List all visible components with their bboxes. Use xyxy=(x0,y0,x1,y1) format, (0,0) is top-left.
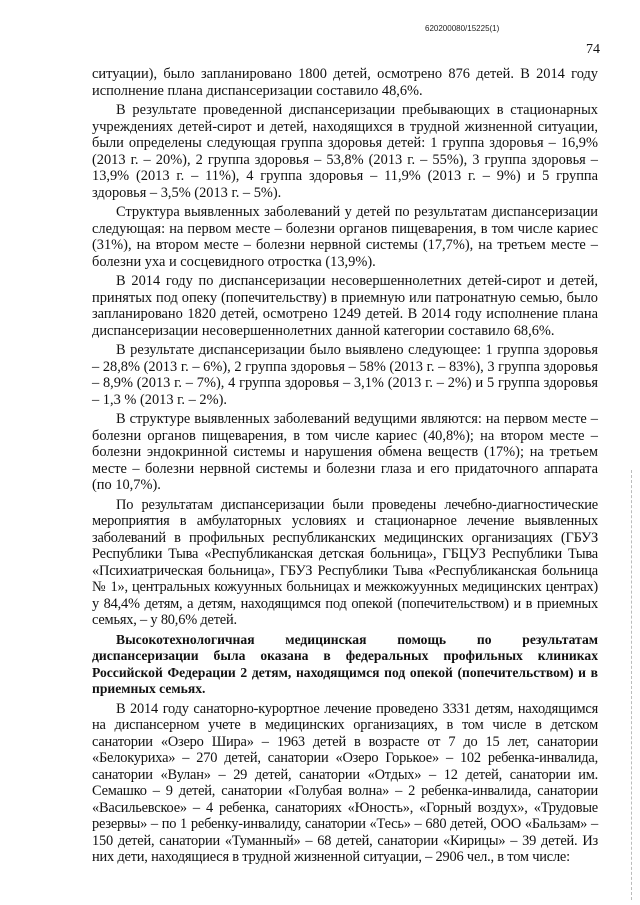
paragraph: В 2014 году санаторно-курортное лечение проведено 3331 детям, находящимся на диспансерном учете в медицинских организациях, в том числе в детском санатории «Озеро Шира» – 1963 детей в возрасте от 7 до 15 лет, санатории «Белокуриха» – 270 детей, санатории «Озеро Горькое» – 102 ребенка-инвалида, санатории «Вулан» – 29 детей, санатории «Отдых» – 12 детей, санатории им. Семашко – 9 детей, санатории «Голубая волна» – 2 ребенка-инвалида, санатории «Васильевское» – 4 ребенка, санаториях «Юность», «Горный воздух», «Трудовые резервы» – по 1 ребенку-инвалиду, санатории «Тесь» – 680 детей, ООО «Бальзам» – 150 детей, санатории «Туманный» – 68 детей, санатории «Кирицы» – 39 детей. Из них дети, находящиеся в трудной жизненной ситуации, – 2906 чел., в том числе: xyxy=(92,700,598,865)
paragraph-bold: Высокотехнологичная медицинская помощь по результатам диспансеризации была оказана в федеральных профильных клиниках Российской Федерации 2 детям, находящимся под опекой (попечительством) и в приемных семьях. xyxy=(92,631,598,696)
paragraph: По результатам диспансеризации были проведены лечебно-диагностические мероприятия в амбулаторных условиях и стационарное лечение выявленных заболеваний в профильных республиканских медицинских организациях (ГБУЗ Республики Тыва «Республиканская детская больница», ГБЦУЗ Республики Тыва «Психиатрическая больница», ГБУЗ Республики Тыва «Республиканская больница № 1», центральных кожуунных больницах и межкожуунных медицинских центрах) у 84,4% детям, а детям, находящимся под опекой (попечительством) и в приемных семьях, – у 80,6% детей. xyxy=(92,496,598,628)
paragraph: В 2014 году по диспансеризации несовершеннолетних детей-сирот и детей, принятых под опеку (попечительству) в приемную или патронатную семью, было запланировано 1820 детей, осмотрено 1249 детей. В 2014 году исполнение плана диспансеризации несовершеннолетних данной категории составило 68,6%. xyxy=(92,273,598,339)
paragraph: В результате проведенной диспансеризации пребывающих в стационарных учреждениях детей-сирот и детей, находящихся в трудной жизненной ситуации, были определены следующая группа здоровья детей: 1 группа здоровья – 16,9% (2013 г. – 20%), 2 группа здоровья – 53,8% (2013 г. – 55%), 3 группа здоровья – 13,9% (2013 г. – 11%), 4 группа здоровья – 11,9% (2013 г. – 9%) и 5 группа здоровья – 3,5% (2013 г. – 5%). xyxy=(92,102,598,201)
paragraph: В результате диспансеризации было выявлено следующее: 1 группа здоровья – 28,8% (2013 г. – 6%), 2 группа здоровья – 58% (2013 г. – 83%), 3 группа здоровья – 8,9% (2013 г. – 7%), 4 группа здоровья – 3,1% (2013 г. – 2%) и 5 группа здоровья – 1,3 % (2013 г. – 2%). xyxy=(92,342,598,408)
paragraph: ситуации), было запланировано 1800 детей, осмотрено 876 детей. В 2014 году исполнение плана диспансеризации составило 48,6%. xyxy=(92,66,598,99)
paragraph: В структуре выявленных заболеваний ведущими являются: на первом месте – болезни органов пищеварения, в том числе кариес (40,8%); на втором месте – болезни эндокринной системы и нарушения обмена веществ (17%); на третьем месте – болезни нервной системы и болезни глаза и его придаточного аппарата (по 10,7%). xyxy=(92,411,598,493)
document-body xyxy=(92,66,598,866)
page-number: 74 xyxy=(586,42,600,57)
scan-edge-mark xyxy=(629,470,632,900)
document-id: 620200080/15225(1) xyxy=(425,24,500,33)
paragraph: Структура выявленных заболеваний у детей по результатам диспансеризации следующая: на первом месте – болезни органов пищеварения, в том числе кариес (31%), на втором месте – болезни нервной системы (17,7%), на третьем месте – болезни уха и сосцевидного отростка (13,9%). xyxy=(92,204,598,270)
